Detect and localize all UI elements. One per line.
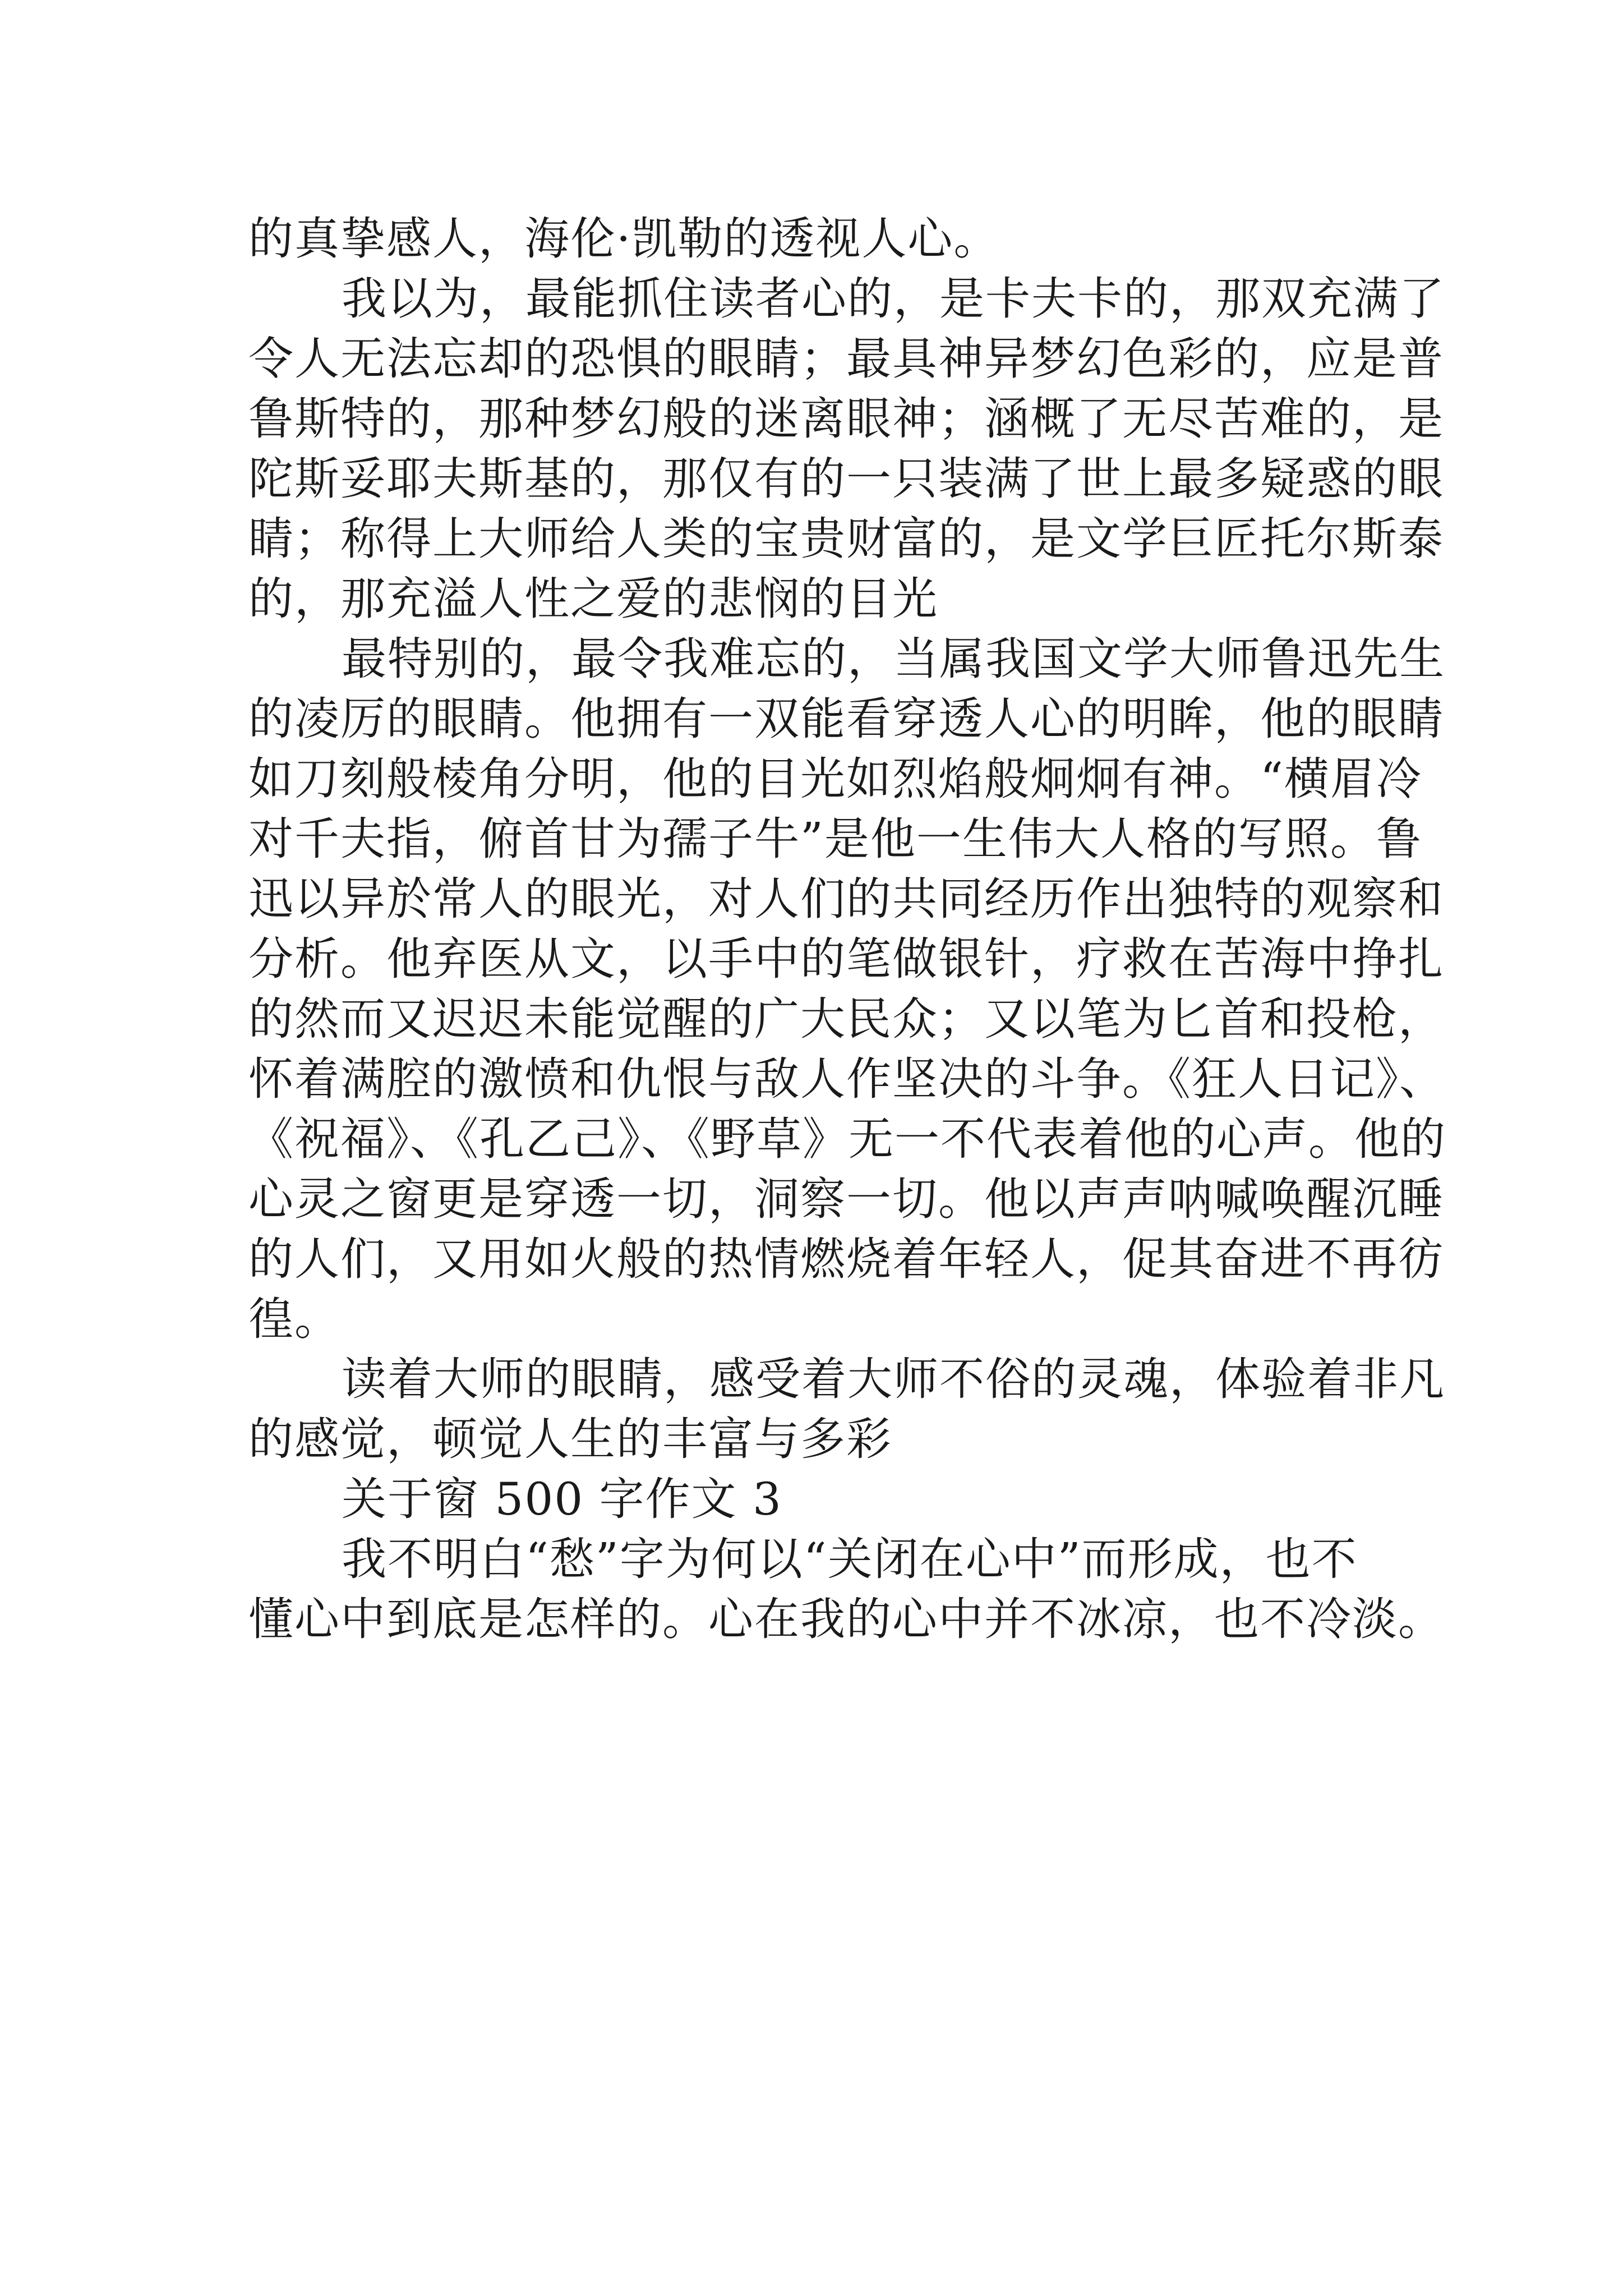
text-line: 的，那充溢人性之爱的悲悯的目光 (248, 573, 938, 625)
text-line: 迅以异於常人的眼光，对人们的共同经历作出独特的观察和 (248, 873, 1444, 925)
text-line: 的感觉，顿觉人生的丰富与多彩 (248, 1413, 892, 1465)
text-line: 最特别的，最令我难忘的，当属我国文学大师鲁迅先生 (342, 633, 1445, 685)
text-line: 对千夫指，俯首甘为孺子牛”是他一生伟大人格的写照。鲁 (248, 813, 1422, 865)
text-line: 懂心中到底是怎样的。心在我的心中并不冰凉，也不冷淡。 (248, 1593, 1444, 1645)
heading-text: 关于窗 500 字作文 3 (342, 1473, 782, 1525)
text-line: 《祝福》、《孔乙己》、《野草》无一不代表着他的心声。他的 (248, 1113, 1446, 1165)
text-line: 令人无法忘却的恐惧的眼睛；最具神异梦幻色彩的，应是普 (248, 333, 1444, 385)
text-line: 我以为，最能抓住读者心的，是卡夫卡的，那双充满了 (342, 273, 1445, 325)
paragraph (248, 209, 1404, 269)
text-line: 分析。他弃医从文，以手中的笔做银针，疗救在苦海中挣扎 (248, 933, 1444, 985)
paragraph (248, 269, 1445, 629)
text-line: 的然而又迟迟未能觉醒的广大民众；又以笔为匕首和投枪， (248, 993, 1444, 1045)
text-line: 我不明白“愁”字为何以“关闭在心中”而形成，也不 (342, 1533, 1358, 1585)
text-line: 怀着满腔的激愤和仇恨与敌人作坚决的斗争。《狂人日记》、 (248, 1053, 1445, 1105)
text-line: 心灵之窗更是穿透一切，洞察一切。他以声声呐喊唤醒沉睡 (248, 1173, 1444, 1225)
text-line: 的凌厉的眼睛。他拥有一双能看穿透人心的明眸，他的眼睛 (248, 693, 1444, 745)
paragraph (248, 1529, 1444, 1649)
section-heading (248, 1469, 1404, 1529)
paragraph (248, 629, 1446, 1349)
paragraph (248, 1349, 1445, 1469)
text-line: 睛；称得上大师给人类的宝贵财富的，是文学巨匠托尔斯泰 (248, 513, 1444, 565)
text-line: 读着大师的眼睛，感受着大师不俗的灵魂，体验着非凡 (342, 1353, 1445, 1405)
text-line: 如刀刻般棱角分明，他的目光如烈焰般炯炯有神。“横眉冷 (248, 753, 1422, 805)
text-line: 陀斯妥耶夫斯基的，那仅有的一只装满了世上最多疑惑的眼 (248, 453, 1444, 505)
document-body (248, 209, 1446, 1649)
text-line: 鲁斯特的，那种梦幻般的迷离眼神；涵概了无尽苦难的，是 (248, 393, 1444, 445)
text-line: 的人们，又用如火般的热情燃烧着年轻人，促其奋进不再彷 (248, 1233, 1444, 1285)
text-line: 徨。 (248, 1293, 340, 1345)
text-line: 的真挚感人，海伦·凯勒的透视人心。 (248, 213, 1000, 265)
